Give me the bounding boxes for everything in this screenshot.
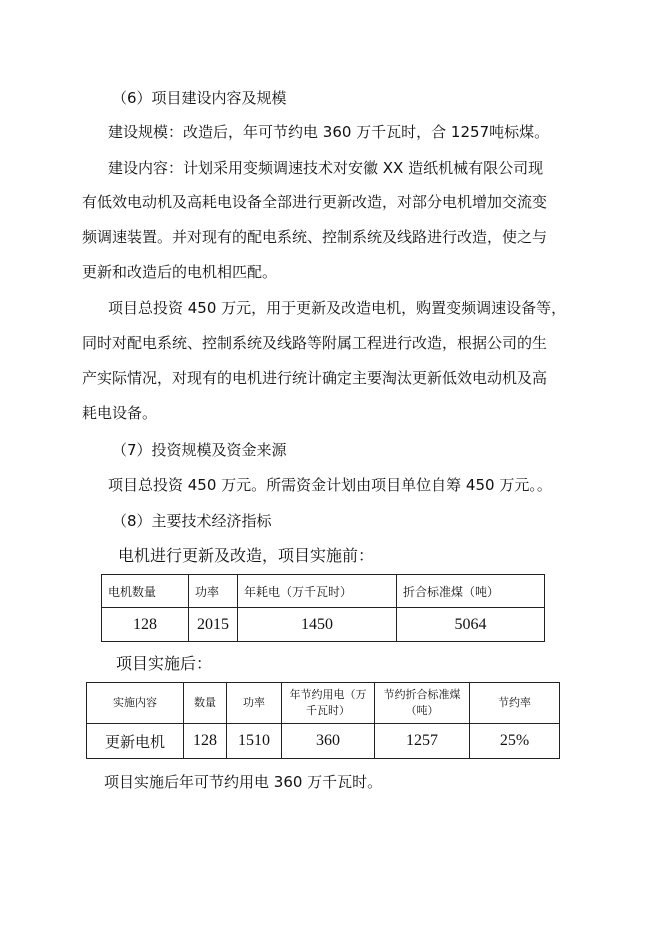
cell-motor-count: 128 xyxy=(102,608,189,642)
cell-annual-saving: 360 xyxy=(282,724,375,759)
cell-standard-coal: 5064 xyxy=(397,608,545,642)
construction-scale: 建设规模：改造后，年可节约电 360 万千瓦时，合 1257吨标煤。 xyxy=(108,123,550,141)
closing-statement: 项目实施后年可节约用电 360 万千瓦时。 xyxy=(104,773,383,791)
table-header-row xyxy=(102,575,545,608)
header-standard-coal: 折合标准煤（吨） xyxy=(397,575,545,608)
construction-content-line-3: 频调速装置。并对现有的配电系统、控制系统及线路进行改造，使之与 xyxy=(82,228,548,246)
cell-power: 1510 xyxy=(227,724,282,759)
construction-content-line-2: 有低效电动机及高耗电设备全部进行更新改造，对部分电机增加交流变 xyxy=(82,193,548,211)
header-implementation-content: 实施内容 xyxy=(87,683,184,724)
after-implementation-table xyxy=(86,682,560,759)
before-table-caption: 电机进行更新及改造，项目实施前： xyxy=(118,546,375,565)
section-7-heading: （7）投资规模及资金来源 xyxy=(112,441,287,459)
construction-content-line-1: 建设内容：计划采用变频调速技术对安徽 XX 造纸机械有限公司现 xyxy=(108,159,544,177)
header-motor-count: 电机数量 xyxy=(102,575,189,608)
header-power: 功率 xyxy=(189,575,238,608)
section-6-heading: （6）项目建设内容及规模 xyxy=(112,89,287,107)
header-annual-consumption: 年耗电（万千瓦时） xyxy=(238,575,397,608)
cell-saving-rate: 25% xyxy=(470,724,560,759)
header-quantity: 数量 xyxy=(184,683,227,724)
cell-coal-saving: 1257 xyxy=(375,724,470,759)
cell-implementation-content: 更新电机 xyxy=(87,724,184,759)
after-table-caption: 项目实施后： xyxy=(116,654,213,673)
construction-content-line-4: 更新和改造后的电机相匹配。 xyxy=(82,263,278,281)
section-8-heading: （8）主要技术经济指标 xyxy=(112,512,272,530)
header-power: 功率 xyxy=(227,683,282,724)
cell-annual-consumption: 1450 xyxy=(238,608,397,642)
table-row xyxy=(102,608,545,642)
header-annual-saving: 年节约用电（万千瓦时） xyxy=(282,683,375,724)
investment-line-2: 同时对配电系统、控制系统及线路等附属工程进行改造，根据公司的生 xyxy=(82,334,548,352)
header-coal-saving: 节约折合标准煤（吨） xyxy=(375,683,470,724)
table-row xyxy=(87,724,560,759)
funding-source: 项目总投资 450 万元。所需资金计划由项目单位自筹 450 万元。。 xyxy=(108,476,552,494)
cell-quantity: 128 xyxy=(184,724,227,759)
header-saving-rate: 节约率 xyxy=(470,683,560,724)
before-implementation-table xyxy=(101,574,545,642)
investment-line-1: 项目总投资 450 万元，用于更新及改造电机，购置变频调速设备等， xyxy=(108,299,567,317)
investment-line-3: 产实际情况，对现有的电机进行统计确定主要淘汰更新低效电动机及高 xyxy=(82,369,548,387)
table-header-row xyxy=(87,683,560,724)
investment-line-4: 耗电设备。 xyxy=(82,404,158,422)
cell-power: 2015 xyxy=(189,608,238,642)
